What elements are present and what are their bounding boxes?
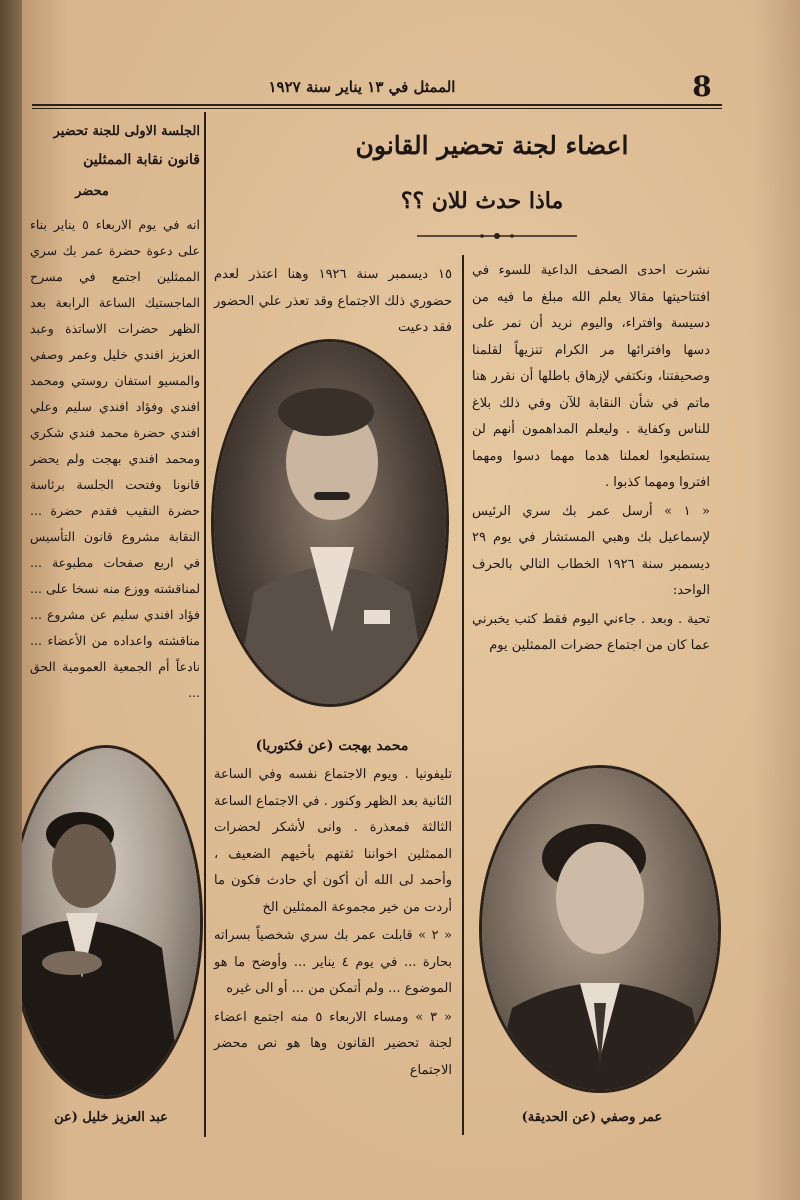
newspaper-page <box>22 0 800 1200</box>
center-paragraph-2: « ٢ » قابلت عمر بك سري شخصياً بسراته بحارة ... في يوم ٤ يناير ... وأوضح ما هو الموضوع ... ولم أتمكن من ... أو الى غيره <box>214 928 452 996</box>
man-silhouette-icon <box>22 748 200 1096</box>
issue-date-line: الممثل في ١٣ يناير سنة ١٩٢٧ <box>268 78 456 96</box>
column-divider-right <box>462 255 464 1135</box>
center-paragraph-3: « ٣ » ومساء الاربعاء ٥ منه اجتمع اعضاء لجنة تحضير القانون وها هو نص محضر الاجتماع <box>214 1009 452 1078</box>
right-paragraph-1: نشرت احدى الصحف الداعية للسوء في افتتاحيتها مقالا يعلم الله مبلغ ما فيه من دسيسة وافتراء، واليوم نريد أن نمر على دسها وافترائها مر الكرام تنزيهاً لقلمنا وصحيفتنا، ونكتفي لإزهاق باطلها أن نقرر هنا ماتم في شأن النقابة للآن وفي ذلك بلاغ للناس وكفاية . وليعلم المداهمون أنهم لن يستطيعوا لعملنا هدما مهما دسوا ومهما افتروا ومهما كذبوا . <box>472 263 710 490</box>
header-rule-thin <box>32 108 722 109</box>
portrait-photo-right <box>482 768 718 1090</box>
man-silhouette-icon <box>214 342 446 704</box>
left-column-body: انه في يوم الاربعاء ٥ يناير بناء على دعوة حضرة عمر بك سري الممثلين اجتمع في مسرح الماجستيك الساعة الرابعة بعد الظهر حضرات الاساتذة وعبد العزيز افندي خليل وعمر وصفي والمسيو استفان روستي ومحمد افندي وفؤاد افندي سليم وعلي افندي حضرة محمد فندي شكري ومحمد افندي بهجت ولم يحضر قانونا وفتحت الجلسة برئاسة حضرة النقيب فقدم حضرة ... النقابة مشروع قانون التأسيس في اربع صفحات مطبوعة ... لمناقشته ووزع منه نسخا على ... فؤاد افندي سليم عن مشروع ... مناقشته واعداده من الأعضاء ... نادعاً أم الجمعية العمومية الحق ... <box>30 217 200 700</box>
center-column-top: ١٥ ديسمبر سنة ١٩٢٦ وهنا اعتذر لعدم حضوري ذلك الاجتماع وقد تعذر علي الحضور فقد دعيت <box>214 267 452 335</box>
page-number: 8 <box>692 70 712 103</box>
right-column <box>472 258 710 662</box>
caption-left-portrait: عبد العزيز خليل (عن <box>54 1110 168 1125</box>
center-column-bottom <box>214 762 452 1086</box>
portrait-photo-left <box>22 748 200 1096</box>
header-rule <box>32 104 722 106</box>
right-paragraph-3: تحية . وبعد . جاءني اليوم فقط كتب يخبرني عما كان من اجتماع حضرات الممثلين يوم <box>472 611 710 653</box>
caption-center-portrait: محمد بهجت (عن فكتوريا) <box>255 738 409 754</box>
article-title: اعضاء لجنة تحضير القانون <box>355 131 629 160</box>
left-heading-2: قانون نقابة الممثلين <box>83 152 200 168</box>
right-paragraph-2: « ١ » أرسل عمر بك سري الرئيس لإسماعيل بك وهبي المستشار في يوم ٢٩ ديسمبر سنة ١٩٢٦ الخطاب التالي بالحرف الواحد: <box>472 503 710 598</box>
portrait-photo-center <box>214 342 446 704</box>
left-heading-3: محضر <box>75 184 109 199</box>
caption-right-portrait: عمر وصفي (عن الحديقة) <box>521 1110 663 1125</box>
man-silhouette-icon <box>482 768 718 1090</box>
article-subtitle: ماذا حدث للان ؟؟ <box>400 188 564 214</box>
left-heading-1: الجلسة الاولى للجنة تحضير <box>53 124 200 139</box>
column-divider-left <box>204 112 206 1137</box>
title-ornament <box>412 228 582 244</box>
center-paragraph-1: تليفونيا . ويوم الاجتماع نفسه وفي الساعة الثانية بعد الظهر وكنور . في الاجتماع الساعة الثالثة فمعذرة . وانى لأشكر لحضرات الممثلين اخواننا ثقتهم بأخيهم الضعيف ، وأحمد لى الله أن أكون أي حادث فكون ما أردت من خير مجموعة الممثلين الخ <box>214 767 452 915</box>
